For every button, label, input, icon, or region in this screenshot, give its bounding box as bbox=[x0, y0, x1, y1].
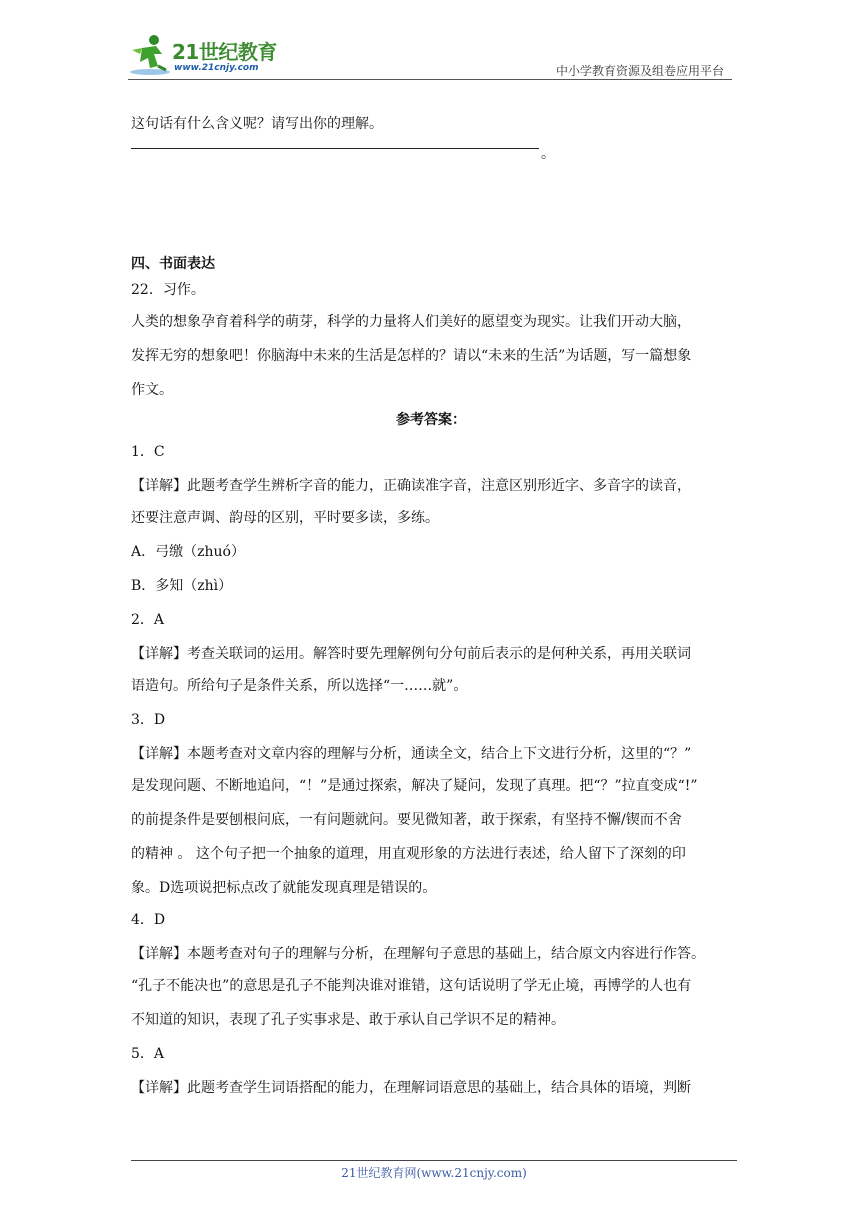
answer-1-option-b: B．多知（zhì） bbox=[131, 578, 233, 594]
platform-tagline: 中小学教育资源及组卷应用平台 bbox=[555, 64, 724, 78]
answer-2-detail-line1: 【详解】考查关联词的运用。解答时要先理解例句分句前后表示的是何种关系，再用关联词 bbox=[131, 646, 691, 662]
answer-2-detail-line2: 语造句。所给句子是条件关系，所以选择“一……就”。 bbox=[131, 678, 468, 694]
page-header bbox=[128, 28, 732, 80]
footer-divider bbox=[131, 1160, 737, 1161]
question-22-title: 22．习作。 bbox=[131, 282, 205, 298]
logo-text: 21世纪教育 bbox=[172, 40, 277, 64]
answer-3-detail-line5: 象。D选项说把标点改了就能发现真理是错误的。 bbox=[131, 880, 437, 896]
answer-1-option-a: A．弓缴（zhuó） bbox=[131, 544, 245, 560]
blank-period: 。 bbox=[541, 146, 555, 162]
answer-3-detail-line1: 【详解】本题考查对文章内容的理解与分析，通读全文，结合上下文进行分析，这里的“？” bbox=[131, 746, 692, 762]
answer-3-detail-line4: 的精神 。 这个句子把一个抽象的道理，用直观形象的方法进行表述，给人留下了深刻的印 bbox=[131, 846, 686, 862]
answer-4-detail-line1: 【详解】本题考查对句子的理解与分析，在理解句子意思的基础上，结合原文内容进行作答。 bbox=[131, 946, 705, 962]
answer-1: 1．C bbox=[131, 444, 165, 460]
answer-1-detail-line2: 还要注意声调、韵母的区别，平时要多读，多练。 bbox=[131, 510, 439, 526]
answer-5-detail-line1: 【详解】此题考查学生词语搭配的能力，在理解词语意思的基础上，结合具体的语境，判断 bbox=[131, 1080, 691, 1096]
answer-4: 4．D bbox=[131, 912, 166, 928]
logo-url: www.21cnjy.com bbox=[174, 63, 259, 73]
answer-2: 2．A bbox=[131, 612, 165, 628]
site-logo[interactable] bbox=[128, 28, 298, 80]
answer-5: 5．A bbox=[131, 1046, 165, 1062]
runner-logo-icon bbox=[128, 32, 172, 78]
answer-blank-line[interactable] bbox=[131, 148, 539, 149]
footer-link[interactable]: 21世纪教育网(www.21cnjy.com) bbox=[341, 1166, 527, 1180]
question-22-text-line2: 发挥无穷的想象吧！你脑海中未来的生活是怎样的？请以“未来的生活”为话题，写一篇想象 bbox=[131, 348, 692, 364]
answer-3-detail-line3: 的前提条件是要刨根问底，一有问题就问。要见微知著，敢于探索，有坚持不懈/锲而不舍 bbox=[131, 812, 682, 828]
answers-title: 参考答案： bbox=[396, 412, 466, 428]
answer-4-detail-line3: 不知道的知识，表现了孔子实事求是、敢于承认自己学识不足的精神。 bbox=[131, 1012, 565, 1028]
header-divider bbox=[128, 79, 732, 80]
answer-4-detail-line2: “孔子不能决也”的意思是孔子不能判决谁对谁错，这句话说明了学无止境，再博学的人也有 bbox=[131, 978, 692, 994]
question-22-text-line3: 作文。 bbox=[131, 382, 173, 398]
section-heading: 四、书面表达 bbox=[131, 256, 215, 272]
answer-3: 3．D bbox=[131, 712, 166, 728]
answer-1-detail-line1: 【详解】此题考查学生辨析字音的能力，正确读准字音，注意区别形近字、多音字的读音， bbox=[131, 478, 691, 494]
question-prompt: 这句话有什么含义呢？请写出你的理解。 bbox=[131, 116, 383, 132]
answer-3-detail-line2: 是发现问题、不断地追问，“！”是通过探索，解决了疑问，发现了真理。把“？”拉直变成“!” bbox=[131, 778, 698, 794]
question-22-text-line1: 人类的想象孕育着科学的萌芽，科学的力量将人们美好的愿望变为现实。让我们开动大脑， bbox=[131, 314, 691, 330]
